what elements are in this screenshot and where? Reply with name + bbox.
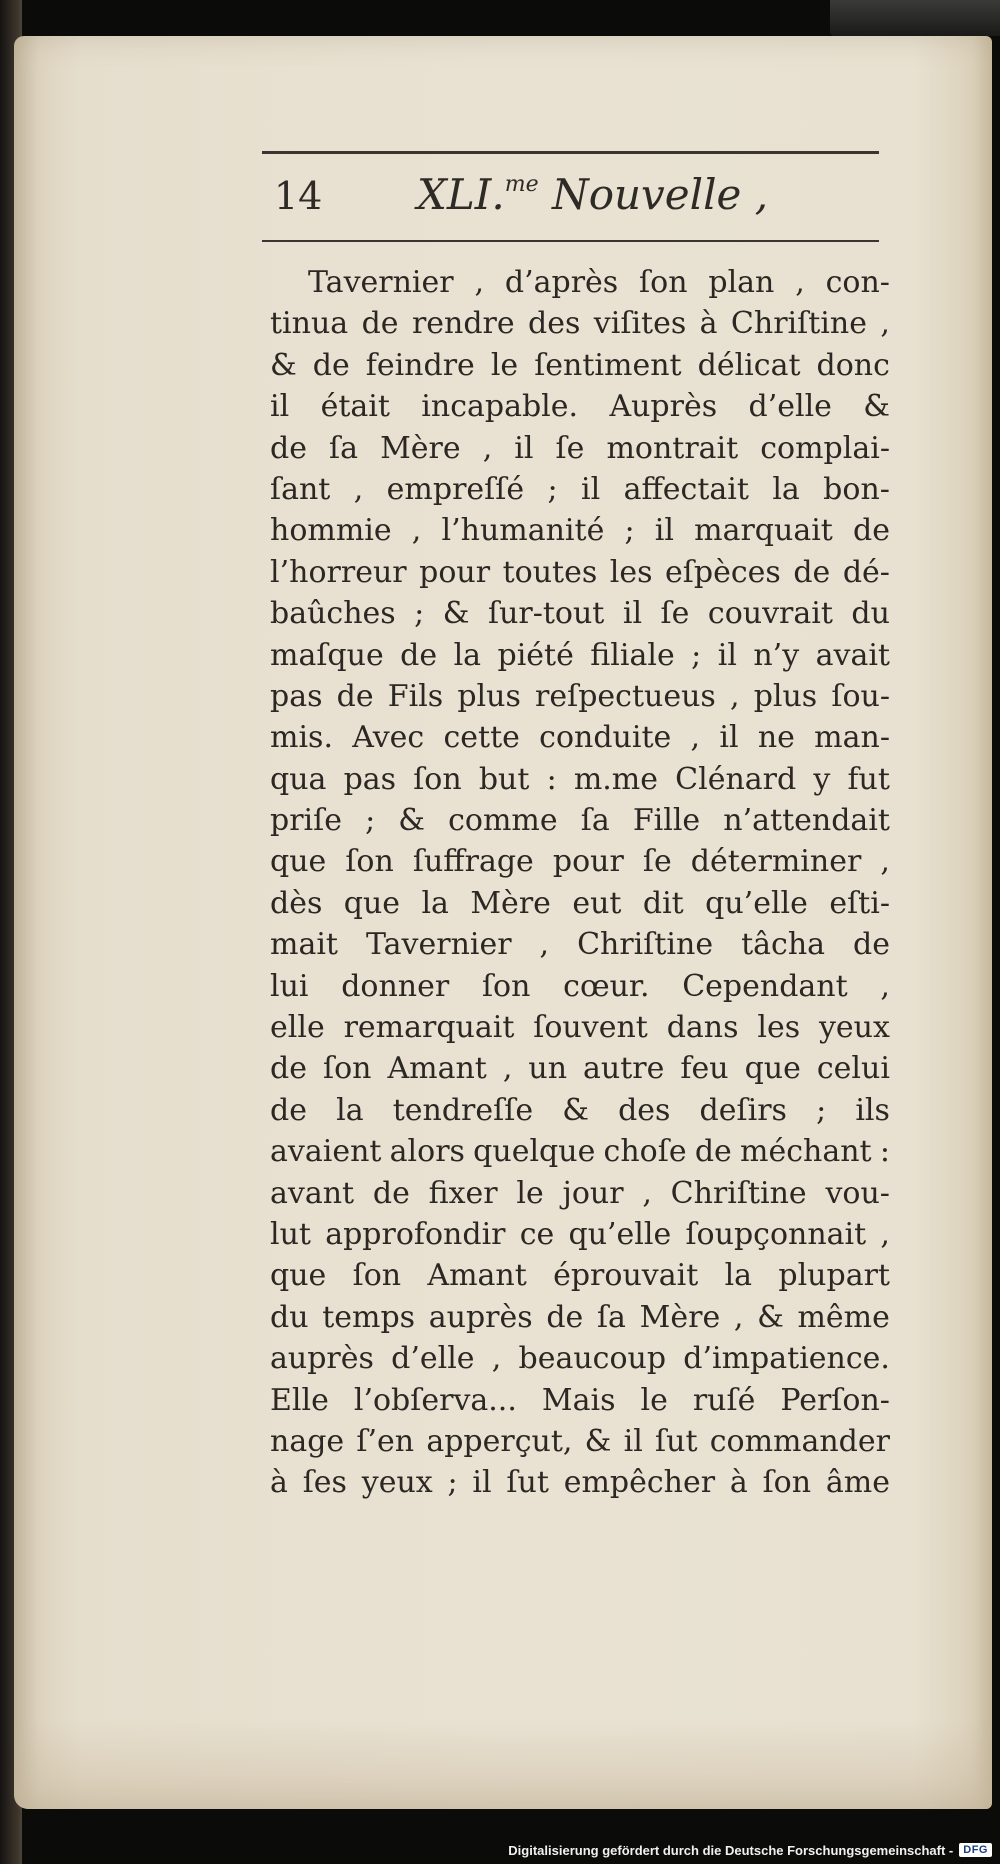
text-line: avant de fixer le jour , Chriſtine vou- [270, 1175, 890, 1211]
text-line: baûches ; & ſur-tout il ſe couvrait du [270, 596, 890, 632]
text-line: pas de Fils plus reſpectueus , plus ſou- [270, 678, 890, 714]
header-rule-bottom [262, 240, 879, 242]
text-line: l’horreur pour toutes les eſpèces de dé- [270, 554, 890, 590]
page-number: 14 [274, 174, 323, 218]
scanner-clip [830, 0, 1000, 36]
text-line: mait Tavernier , Chriſtine tâcha de [270, 927, 890, 963]
running-title [417, 170, 768, 219]
text-line: de la tendreſſe & des deſirs ; ils [270, 1092, 890, 1128]
text-line: de ſon Amant , un autre feu que celui [270, 1051, 890, 1087]
text-line: que ſon ſuffrage pour ſe déterminer , [270, 844, 890, 880]
text-line: du temps auprès de ſa Mère , & même [270, 1299, 890, 1335]
text-line: hommie , l’humanité ; il marquait de [270, 513, 890, 549]
footer-credit: Digitalisierung gefördert durch die Deutsche Forschungsgemeinschaft - [508, 1842, 954, 1858]
text-line: ſant , empreſſé ; il affectait la bon- [270, 471, 890, 507]
running-title-superscript: me [504, 172, 539, 197]
text-line: que ſon Amant éprouvait la plupart [270, 1258, 890, 1294]
text-line: tinua de rendre des viſites à Chriſtine , [270, 306, 890, 342]
text-line: Elle l’obſerva... Mais le ruſé Perſon- [270, 1382, 890, 1418]
dfg-logo: DFG [959, 1843, 992, 1857]
text-line: lui donner ſon cœur. Cependant , [270, 968, 890, 1004]
text-line: lut approfondir ce qu’elle ſoupçonnait , [270, 1216, 890, 1252]
text-line: il était incapable. Auprès d’elle & [270, 389, 890, 425]
text-line: à ſes yeux ; il ſut empêcher à ſon âme [270, 1465, 890, 1501]
text-line: mis. Avec cette conduite , il ne man- [270, 720, 890, 756]
running-header [262, 160, 879, 238]
text-line: priſe ; & comme ſa Fille n’attendait [270, 803, 890, 839]
text-line: de ſa Mère , il ſe montrait complai- [270, 430, 890, 466]
running-title-rest: Nouvelle , [538, 170, 769, 219]
text-line: avaient alors quelque choſe de méchant : [270, 1134, 890, 1170]
text-line: & de feindre le ſentiment délicat donc [270, 347, 890, 383]
digitization-footer [508, 1840, 992, 1860]
running-title-main: XLI. [417, 170, 505, 219]
text-line: maſque de la piété filiale ; il n’y avait [270, 637, 890, 673]
text-line: elle remarquait ſouvent dans les yeux [270, 1010, 890, 1046]
text-line: auprès d’elle , beaucoup d’impatience. [270, 1341, 890, 1377]
text-line: nage ſ’en apperçut, & il ſut commander [270, 1423, 890, 1459]
header-rule-top [262, 151, 879, 154]
text-line: qua pas ſon but : m.me Clénard y fut [270, 761, 890, 797]
body-text [270, 262, 890, 1504]
text-line: dès que la Mère eut dit qu’elle eſti- [270, 885, 890, 921]
text-line: Tavernier , d’après ſon plan , con- [308, 265, 890, 300]
